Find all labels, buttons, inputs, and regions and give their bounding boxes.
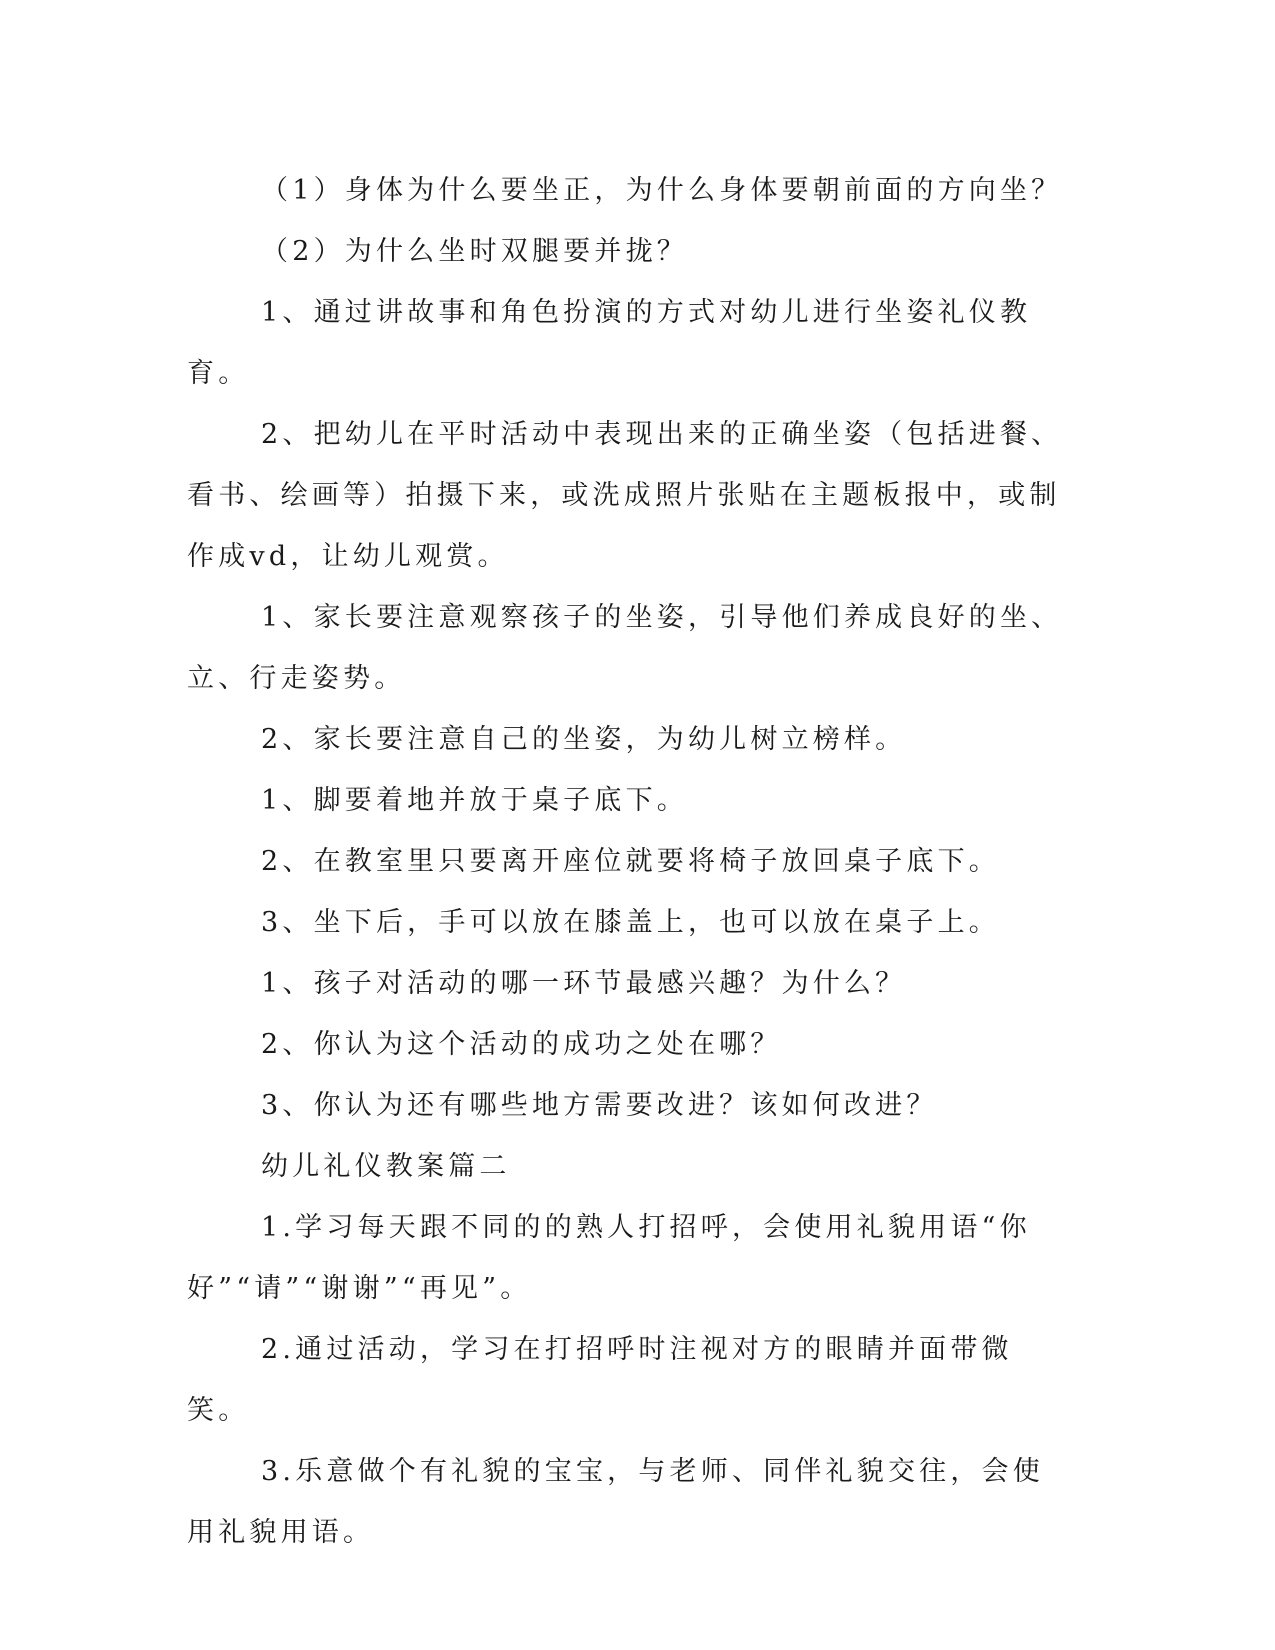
paragraph-parent-1: 1、家长要注意观察孩子的坐姿，引导他们养成良好的坐、立、行走姿势。 — [187, 602, 1063, 694]
paragraph-reflection-1: 1、孩子对活动的哪一环节最感兴趣？为什么？ — [261, 968, 907, 999]
paragraph-question-2: （2）为什么坐时双腿要并拢？ — [261, 236, 688, 267]
section-heading: 幼儿礼仪教案篇二 — [261, 1151, 511, 1182]
paragraph-rule-3: 3、坐下后，手可以放在膝盖上，也可以放在桌子上。 — [261, 907, 1000, 938]
paragraph-goal-2: 2.通过活动，学习在打招呼时注视对方的眼睛并面带微笑。 — [187, 1334, 1013, 1426]
paragraph-activity-2: 2、把幼儿在平时活动中表现出来的正确坐姿（包括进餐、看书、绘画等）拍摄下来，或洗成照片张贴在主题板报中，或制作成vd，让幼儿观赏。 — [187, 419, 1063, 572]
paragraph-activity-1: 1、通过讲故事和角色扮演的方式对幼儿进行坐姿礼仪教育。 — [187, 297, 1032, 389]
document-body — [187, 160, 1067, 1563]
paragraph-reflection-2: 2、你认为这个活动的成功之处在哪？ — [261, 1029, 782, 1060]
paragraph-goal-1: 1.学习每天跟不同的的熟人打招呼，会使用礼貌用语“你好”“请”“谢谢”“再见”。 — [187, 1212, 1031, 1304]
paragraph-question-1: （1）身体为什么要坐正，为什么身体要朝前面的方向坐？ — [261, 175, 1063, 206]
paragraph-rule-1: 1、脚要着地并放于桌子底下。 — [261, 785, 688, 816]
paragraph-parent-2: 2、家长要注意自己的坐姿，为幼儿树立榜样。 — [261, 724, 907, 755]
paragraph-goal-3: 3.乐意做个有礼貌的宝宝，与老师、同伴礼貌交往，会使用礼貌用语。 — [187, 1456, 1044, 1548]
paragraph-reflection-3: 3、你认为还有哪些地方需要改进？该如何改进？ — [261, 1090, 938, 1121]
paragraph-rule-2: 2、在教室里只要离开座位就要将椅子放回桌子底下。 — [261, 846, 1000, 877]
